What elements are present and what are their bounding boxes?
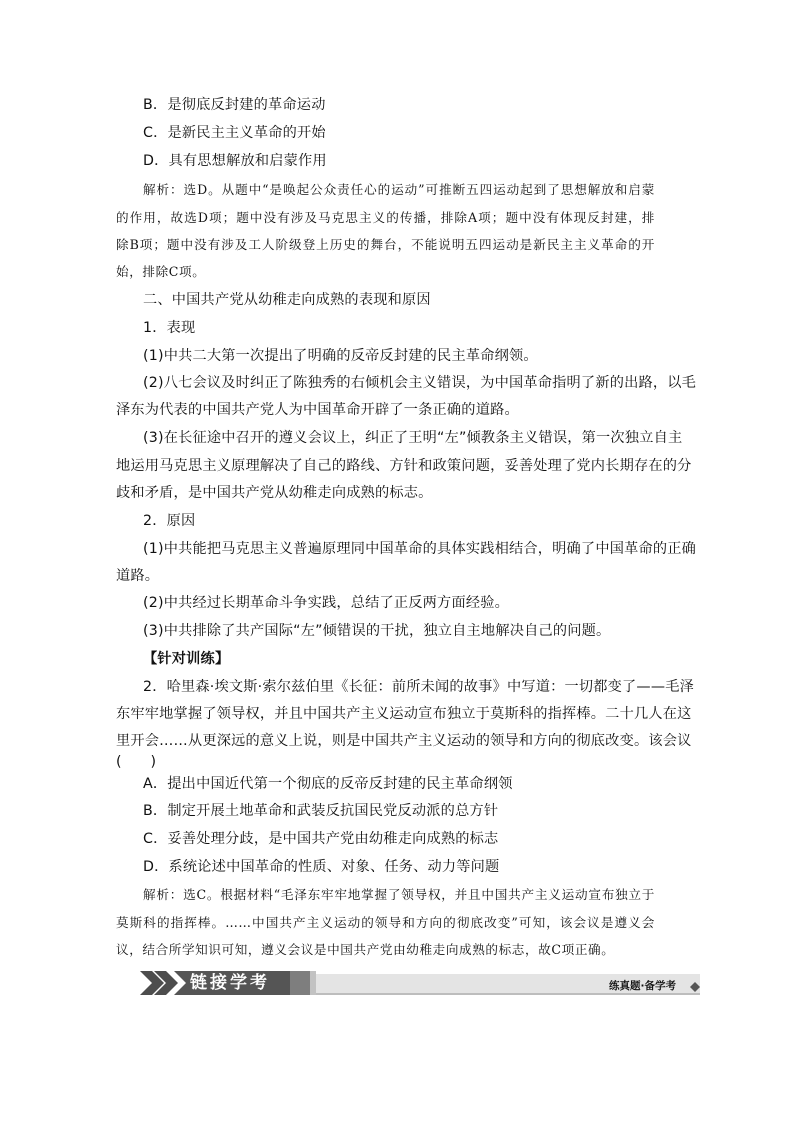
paragraph-line: (1)中共二大第一次提出了明确的反帝反封建的民主革命纲领。 xyxy=(143,348,538,364)
paragraph-line: 泽东为代表的中国共产党人为中国革命开辟了一条正确的道路。 xyxy=(116,402,519,418)
paragraph-line: 歧和矛盾，是中国共产党从幼稚走向成熟的标志。 xyxy=(116,485,433,501)
option-c: C．妥善处理分歧，是中国共产党由幼稚走向成熟的标志 xyxy=(143,831,499,847)
option-b: B．是彻底反封建的革命运动 xyxy=(143,97,326,113)
analysis-line: 解析：选D。从题中“是唤起公众责任心的运动”可推断五四运动起到了思想解放和启蒙 xyxy=(143,182,655,197)
banner-right-label: 练真题·备学考 xyxy=(609,980,676,992)
analysis-line: 莫斯科的指挥棒。……中国共产主义运动的领导和方向的彻底改变”可知，该会议是遵义会 xyxy=(116,915,655,930)
paragraph-line: 道路。 xyxy=(116,568,160,584)
banner-chevron-icon xyxy=(140,971,178,995)
question-line: 2．哈里森·埃文斯·索尔兹伯里《长征：前所未闻的故事》中写道：一切都变了——毛泽 xyxy=(143,679,694,695)
question-line: 东牢牢地掌握了领导权，并且中国共产主义运动宣布独立于莫斯科的指挥棒。二十几人在这 xyxy=(116,706,692,722)
subheading-performance: 1．表现 xyxy=(143,320,196,336)
section-heading: 二、中国共产党从幼稚走向成熟的表现和原因 xyxy=(143,292,431,308)
option-d: D．系统论述中国革命的性质、对象、任务、动力等问题 xyxy=(143,859,500,875)
option-c: C．是新民主主义革命的开始 xyxy=(143,125,326,141)
training-label: 【针对训练】 xyxy=(143,651,230,667)
paragraph-line: (3)中共排除了共产国际“左”倾错误的干扰，独立自主地解决自己的问题。 xyxy=(143,623,611,639)
analysis-line: 解析：选C。根据材料“毛泽东牢牢地掌握了领导权，并且中国共产主义运动宣布独立于 xyxy=(143,887,655,902)
paragraph-line: 地运用马克思主义原理解决了自己的路线、方针和政策问题，妥善处理了党内长期存在的分 xyxy=(116,458,692,474)
subheading-reasons: 2．原因 xyxy=(143,513,196,529)
analysis-line: 议，结合所学知识可知，遵义会议是中国共产党由幼稚走向成熟的标志，故C项正确。 xyxy=(116,942,615,957)
paragraph-line: (1)中共能把马克思主义普遍原理同中国革命的具体实践相结合，明确了中国革命的正确 xyxy=(143,541,697,557)
option-b: B．制定开展土地革命和武装反抗国民党反动派的总方针 xyxy=(143,803,499,819)
paragraph-line: (3)在长征途中召开的遵义会议上，纠正了王明“左”倾教条主义错误，第一次独立自主 xyxy=(143,430,683,446)
analysis-line: 除B项；题中没有涉及工人阶级登上历史的舞台，不能说明五四运动是新民主主义革命的开 xyxy=(116,237,655,252)
analysis-line: 的作用，故选D项；题中没有涉及马克思主义的传播，排除A项；题中没有体现反封建，排 xyxy=(116,210,655,225)
paragraph-line: (2)中共经过长期革命斗争实践，总结了正反两方面经验。 xyxy=(143,595,509,611)
paragraph-line: (2)八七会议及时纠正了陈独秀的右倾机会主义错误，为中国革命指明了新的出路，以毛 xyxy=(143,375,697,391)
analysis-line: 始，排除C项。 xyxy=(116,264,206,279)
option-d: D．具有思想解放和启蒙作用 xyxy=(143,153,327,169)
option-a: A．提出中国近代第一个彻底的反帝反封建的民主革命纲领 xyxy=(143,776,513,792)
answer-blank: ( ) xyxy=(116,754,157,770)
banner-title: 链接学考 xyxy=(190,973,270,993)
question-line: 里开会……从更深远的意义上说，则是中国共产主义运动的领导和方向的彻底改变。该会议 xyxy=(116,733,692,749)
